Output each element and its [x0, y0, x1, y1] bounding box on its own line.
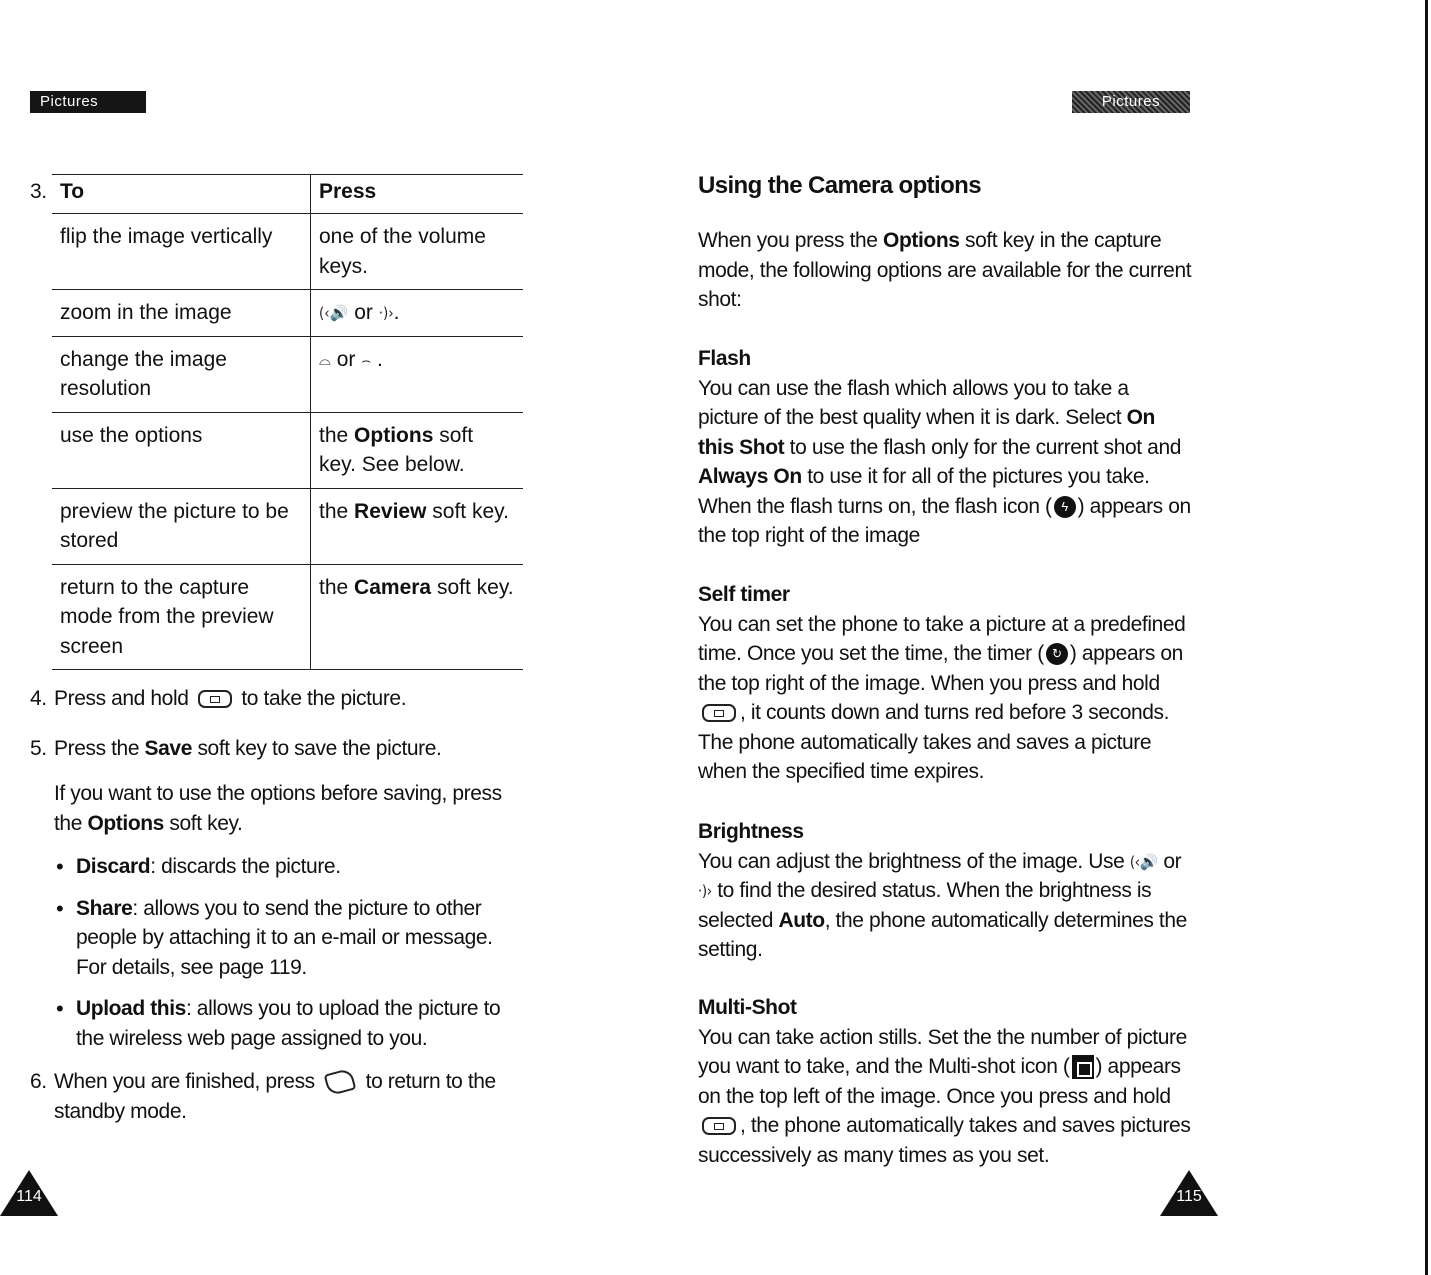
row-to: zoom in the image	[52, 290, 311, 337]
brightness-text: You can adjust the brightness of the image. Use (‹🔊 or ·)› to find the desired status. When the brightness is selected Auto, the phone automatically determines the setting.	[698, 849, 1187, 961]
options-paragraph: If you want to use the options before saving, press the Options soft key.	[54, 782, 502, 835]
table-row	[52, 214, 523, 290]
header-tab-right: Pictures	[1072, 91, 1190, 113]
col-header-press: Press	[311, 175, 524, 214]
brightness-section	[698, 817, 1193, 965]
flash-icon: ϟ	[1054, 496, 1076, 518]
volume-down-key-icon: ·)›	[378, 304, 394, 323]
list-item: • Upload this: allows you to upload the picture to the wireless web page assigned to you.	[56, 994, 526, 1053]
table-row	[52, 290, 523, 337]
list-item: • Share: allows you to send the picture to other people by attaching it to an e-mail or message. For details, see page 119.	[56, 894, 526, 983]
step-3-number: 3.	[30, 180, 47, 203]
key-table	[52, 174, 523, 670]
row-to: use the options	[52, 412, 311, 488]
period-text: .	[376, 347, 383, 371]
row-to: preview the picture to be stored	[52, 488, 311, 564]
self-timer-title: Self timer	[698, 583, 790, 606]
camera-key-icon	[702, 1117, 736, 1135]
multishot-icon	[1072, 1055, 1094, 1079]
section-title: Using the Camera options	[698, 172, 981, 199]
page-number-left: 114	[16, 1188, 42, 1205]
brightness-title: Brightness	[698, 820, 804, 843]
col-header-to: To	[52, 175, 311, 214]
timer-icon: ↻	[1046, 643, 1068, 665]
table-row	[52, 336, 523, 412]
intro-paragraph: When you press the Options soft key in the capture mode, the following options are available for the current shot:	[698, 229, 1192, 311]
period-text: .	[393, 301, 400, 324]
volume-up-key-icon: (‹🔊	[319, 304, 349, 323]
row-press	[311, 336, 524, 412]
multishot-text: You can take action stills. Set the the number of picture you want to take, and the Multi-shot icon ( ) appears on the top left of the image. Once you press and hold , the phone automatically takes and saves pictures successively as many times as you set.	[698, 1025, 1191, 1167]
nav-up-key-icon: ⌓	[319, 350, 331, 369]
end-key-icon	[324, 1068, 357, 1096]
options-list	[56, 852, 526, 1065]
step-4: 4. Press and hold to take the picture.	[30, 687, 407, 710]
camera-key-icon	[702, 704, 736, 722]
step-6: 6. When you are finished, press to return to the standby mode.	[30, 1070, 496, 1123]
row-press: one of the volume keys.	[311, 214, 524, 290]
row-to: change the image resolution	[52, 336, 311, 412]
flash-text: You can use the flash which allows you to take a picture of the best quality when it is dark. Select On this Shot to use the flash only for the current shot and Always On to use it for all of the pictures you take. When the flash turns on, the flash icon ( ϟ ) appears on the top right of the image	[698, 376, 1191, 547]
page-number-right: 115	[1176, 1188, 1202, 1205]
row-press	[311, 290, 524, 337]
self-timer-text: You can set the phone to take a picture at a predefined time. Once you set the time, the timer ( ↻ ) appears on the top right of the image. When you press and hold , it counts down and turns red before 3 seconds. The phone automatically takes and saves a picture when the specified time expires.	[698, 612, 1186, 783]
volume-up-key-icon: (‹🔊	[1129, 852, 1158, 871]
header-tab-left: Pictures	[30, 91, 146, 113]
list-item: • Discard: discards the picture.	[56, 852, 526, 882]
or-text: or	[336, 347, 356, 371]
or-text: or	[354, 301, 373, 324]
table-row	[52, 412, 523, 488]
multishot-section	[698, 993, 1193, 1170]
flash-section	[698, 344, 1193, 551]
row-to: flip the image vertically	[52, 214, 311, 290]
multishot-title: Multi-Shot	[698, 996, 797, 1019]
self-timer-section	[698, 580, 1193, 787]
row-press: the Review soft key.	[311, 488, 524, 564]
table-row	[52, 564, 523, 670]
row-press: the Camera soft key.	[311, 564, 524, 670]
volume-down-key-icon: ·)›	[698, 882, 712, 901]
camera-key-icon	[198, 690, 232, 708]
nav-down-key-icon: ⌢	[361, 350, 372, 369]
table-row	[52, 488, 523, 564]
page-edge	[1425, 0, 1428, 1275]
row-press: the Options soft key. See below.	[311, 412, 524, 488]
row-to: return to the capture mode from the preview screen	[52, 564, 311, 670]
step-5: 5. Press the Save soft key to save the picture.	[30, 737, 442, 760]
flash-title: Flash	[698, 347, 751, 370]
